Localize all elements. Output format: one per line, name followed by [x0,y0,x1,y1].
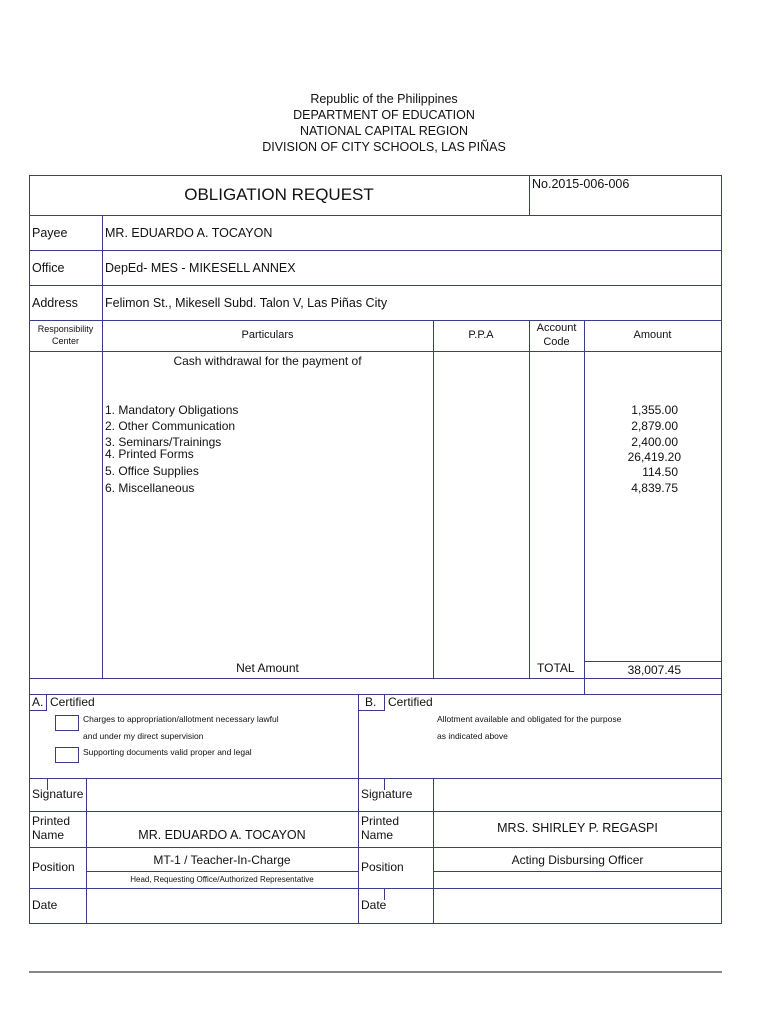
form-title: OBLIGATION REQUEST [184,185,374,204]
address-value: Felimon St., Mikesell Subd. Talon V, Las Piñas City [105,296,388,310]
b-date-label: Date [361,898,387,912]
col-header-responsibility: Responsibility [37,324,94,334]
office-value: DepEd- MES - MIKESELL ANNEX [105,261,296,275]
cert-a-title: Certified [50,695,95,709]
net-amount-label: Net Amount [236,661,299,675]
a-printed-label: Printed [32,814,71,828]
b-position-label: Position [361,860,404,874]
item-amount: 2,879.00 [631,419,678,433]
a-date-label: Date [32,898,58,912]
b-name-label: Name [361,828,394,842]
a-signature-label: Signature [32,787,84,801]
b-date-field[interactable] [434,889,720,922]
header-department: DEPARTMENT OF EDUCATION [293,108,475,122]
col-header-center: Center [51,336,79,346]
col-header-particulars: Particulars [241,329,294,341]
col-header-amount: Amount [633,329,672,341]
col-header-ppa: P.P.A [468,329,494,341]
cert-b-text: Allotment available and obligated for the purpose [437,714,622,724]
cert-a-check1-text-cont: and under my direct supervision [83,731,204,741]
b-signature-label: Signature [361,787,413,801]
total-value: 38,007.45 [627,663,681,677]
item-amount: 26,419.20 [627,450,681,464]
cert-a-check2-text: Supporting documents valid proper and legal [83,747,252,757]
payee-value: MR. EDUARDO A. TOCAYON [105,226,273,240]
cert-a-letter: A. [32,695,44,709]
a-printed-name: MR. EDUARDO A. TOCAYON [138,828,306,842]
cert-b-letter: B. [365,695,377,709]
cert-a-check1-text: Charges to appropriation/allotment necessary lawful [83,714,279,724]
header-division: DIVISION OF CITY SCHOOLS, LAS PIÑAS [262,140,506,154]
item-label: 3. Seminars/Trainings [105,435,222,449]
cert-a-checkbox-charges[interactable] [55,715,79,731]
cert-b-text-cont: as indicated above [437,731,508,741]
a-name-label: Name [32,828,65,842]
form-number: No.2015-006-006 [532,177,630,191]
b-printed-label: Printed [361,814,400,828]
particulars-intro: Cash withdrawal for the payment of [173,354,362,368]
header-republic: Republic of the Philippines [310,92,458,106]
payee-label: Payee [32,226,68,240]
col-header-account: Account [536,322,577,334]
item-label: 1. Mandatory Obligations [105,403,239,417]
item-amount: 1,355.00 [631,403,678,417]
item-amount: 2,400.00 [631,435,678,449]
a-position-label: Position [32,860,75,874]
item-label: 4. Printed Forms [105,447,194,461]
b-signature-field[interactable] [434,779,720,810]
cert-a-checkbox-documents[interactable] [55,747,79,763]
footer-rule [29,971,722,973]
office-label: Office [32,261,65,275]
item-amount: 4,839.75 [631,481,678,495]
item-label: 5. Office Supplies [105,464,199,478]
a-signature-field[interactable] [87,779,357,810]
a-date-field[interactable] [87,889,357,922]
b-printed-name: MRS. SHIRLEY P. REGASPI [497,821,658,835]
a-position-value: MT-1 / Teacher-In-Charge [153,853,291,867]
cert-b-title: Certified [388,695,433,709]
col-header-code: Code [543,336,570,348]
item-label: 2. Other Communication [105,419,236,433]
header-region: NATIONAL CAPITAL REGION [299,124,469,138]
b-position-value: Acting Disbursing Officer [511,853,644,867]
item-amount: 114.50 [642,465,678,479]
total-label: TOTAL [537,661,575,675]
address-label: Address [32,296,78,310]
a-position-note: Head, Requesting Office/Authorized Representative [130,875,314,884]
item-label: 6. Miscellaneous [105,481,195,495]
